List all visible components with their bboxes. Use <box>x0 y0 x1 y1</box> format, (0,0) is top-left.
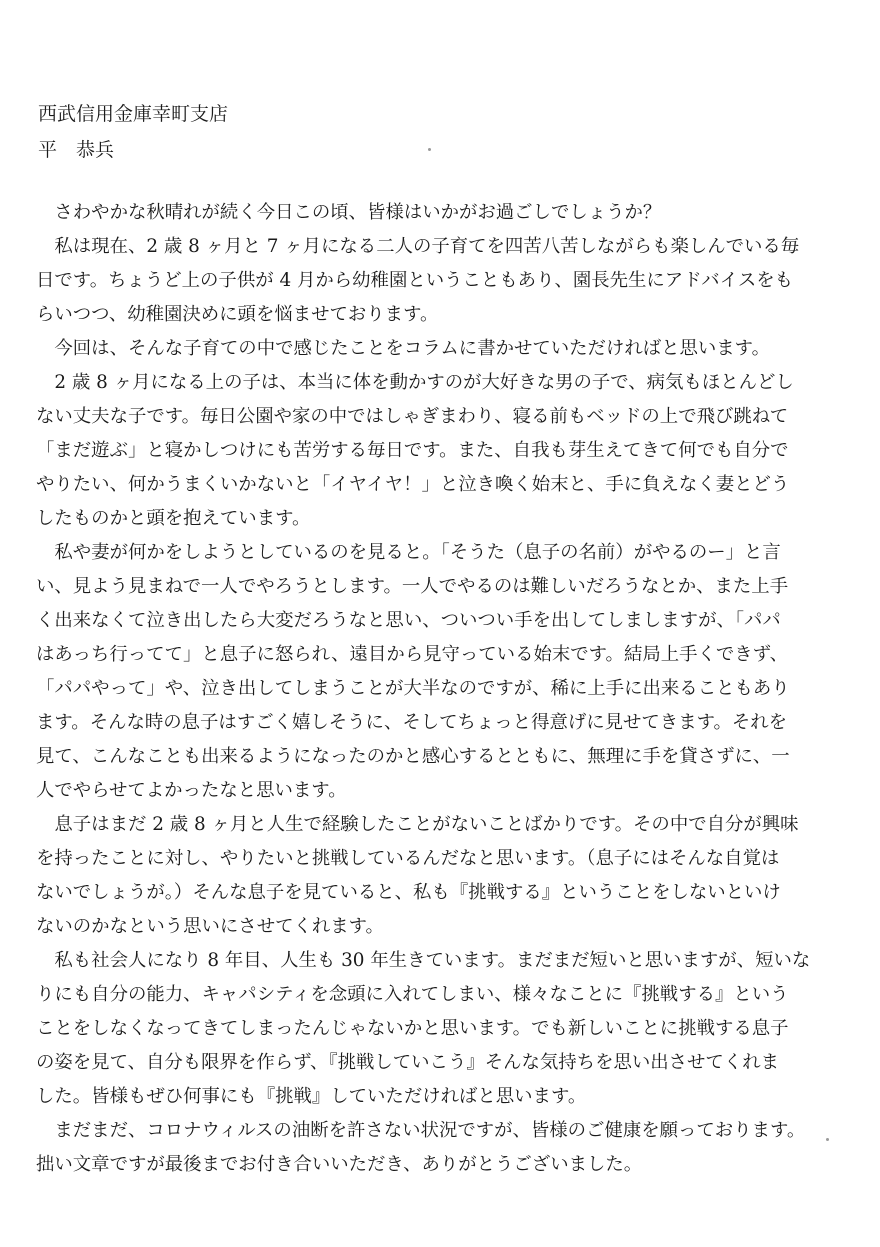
text-line: く出来なくて泣き出したら大変だろうなと思い、ついつい手を出してしましますが、「パパ <box>36 610 781 631</box>
text-line: まだまだ、コロナウィルスの油断を許さない状況ですが、皆様のご健康を願っております。 <box>36 1120 806 1141</box>
text-line: 息子はまだ 2 歳 8 ヶ月と人生で経験したことがないことばかりです。その中で自分が興味 <box>36 814 799 835</box>
text-line: 見て、こんなことも出来るようになったのかと感心するとともに、無理に手を貸さずに、一 <box>36 746 790 767</box>
paragraph-greeting <box>36 196 842 230</box>
text-line: 「まだ遊ぶ」と寝かしつけにも苦労する毎日です。また、自我も芽生えてきて何でも自分で <box>36 440 789 461</box>
text-line: はあっち行ってて」と息子に怒られ、遠目から見守っている始末です。結局上手くできず、 <box>36 644 788 665</box>
text-line: 人でやらせてよかったなと思います。 <box>36 780 347 801</box>
scan-speck <box>826 1138 829 1141</box>
paragraph-son-description <box>36 366 842 536</box>
text-line: い、見よう見まねで一人でやろうとします。一人でやるのは難しいだろうなとか、また上手 <box>36 576 789 597</box>
text-line: さわやかな秋晴れが続く今日この頃、皆様はいかがお過ごしでしょうか？ <box>36 202 662 223</box>
text-line: を持ったことに対し、やりたいと挑戦しているんだなと思います。（息子にはそんな自覚は <box>36 848 780 869</box>
column-body <box>36 196 842 1182</box>
text-line: ない丈夫な子です。毎日公園や家の中ではしゃぎまわり、寝る前もベッドの上で飛び跳ねて <box>36 406 789 427</box>
text-line: ないのかなという思いにさせてくれます。 <box>36 916 384 937</box>
text-line: ます。そんな時の息子はすごく嬉しそうに、そしてちょっと得意げに見せてきます。それを <box>36 712 788 733</box>
scan-speck <box>428 148 431 151</box>
paragraph-purpose <box>36 332 842 366</box>
paragraph-reflection <box>36 944 842 1114</box>
text-line: りにも自分の能力、キャパシティを念頭に入れてしまい、様々なことに『挑戦する』という <box>36 984 789 1005</box>
organization-name: 西武信用金庫幸町支店 <box>38 103 229 125</box>
text-line: ことをしなくなってきてしまったんじゃないかと思います。でも新しいことに挑戦する息子 <box>36 1018 789 1039</box>
text-line: ないでしょうが。）そんな息子を見ていると、私も『挑戦する』ということをしないといけ <box>36 882 781 903</box>
text-line: の姿を見て、自分も限界を作らず、『挑戦していこう』そんな気持ちを思い出させてくれま <box>36 1052 779 1073</box>
paragraph-closing <box>36 1114 842 1182</box>
text-line: 私は現在、2 歳 8 ヶ月と 7 ヶ月になる二人の子育てを四苦八苦しながらも楽しんでいる毎 <box>36 236 800 257</box>
text-line: らいつつ、幼稚園決めに頭を悩ませております。 <box>36 304 439 325</box>
paragraph-son-imitation <box>36 536 842 808</box>
text-line: やりたい、何かうまくいかないと「イヤイヤ！」と泣き喚く始末と、手に負えなく妻とどう <box>36 474 790 495</box>
author-name: 平 恭兵 <box>38 139 115 161</box>
letter-header <box>38 96 538 168</box>
text-line: した。皆様もぜひ何事にも『挑戦』していただければと思います。 <box>36 1086 587 1107</box>
text-line: 今回は、そんな子育ての中で感じたことをコラムに書かせていただければと思います。 <box>36 338 770 359</box>
paragraph-challenge <box>36 808 842 944</box>
text-line: 私も社会人になり 8 年目、人生も 30 年生きています。まだまだ短いと思いますが、短いな <box>36 950 811 971</box>
text-line: 私や妻が何かをしようとしているのを見ると。「そうた（息子の名前）がやるのー」と言 <box>36 542 781 563</box>
text-line: 拙い文章ですが最後までお付き合いいただき、ありがとうございました。 <box>36 1154 643 1175</box>
text-line: 2 歳 8 ヶ月になる上の子は、本当に体を動かすのが大好きな男の子で、病気もほとんどし <box>36 372 794 393</box>
text-line: したものかと頭を抱えています。 <box>36 508 311 529</box>
text-line: 「パパやって」や、泣き出してしまうことが大半なのですが、稀に上手に出来ることもあり <box>36 678 790 699</box>
paragraph-introduction <box>36 230 842 332</box>
text-line: 日です。ちょうど上の子供が 4 月から幼稚園ということもあり、園長先生にアドバイスをも <box>36 270 793 291</box>
